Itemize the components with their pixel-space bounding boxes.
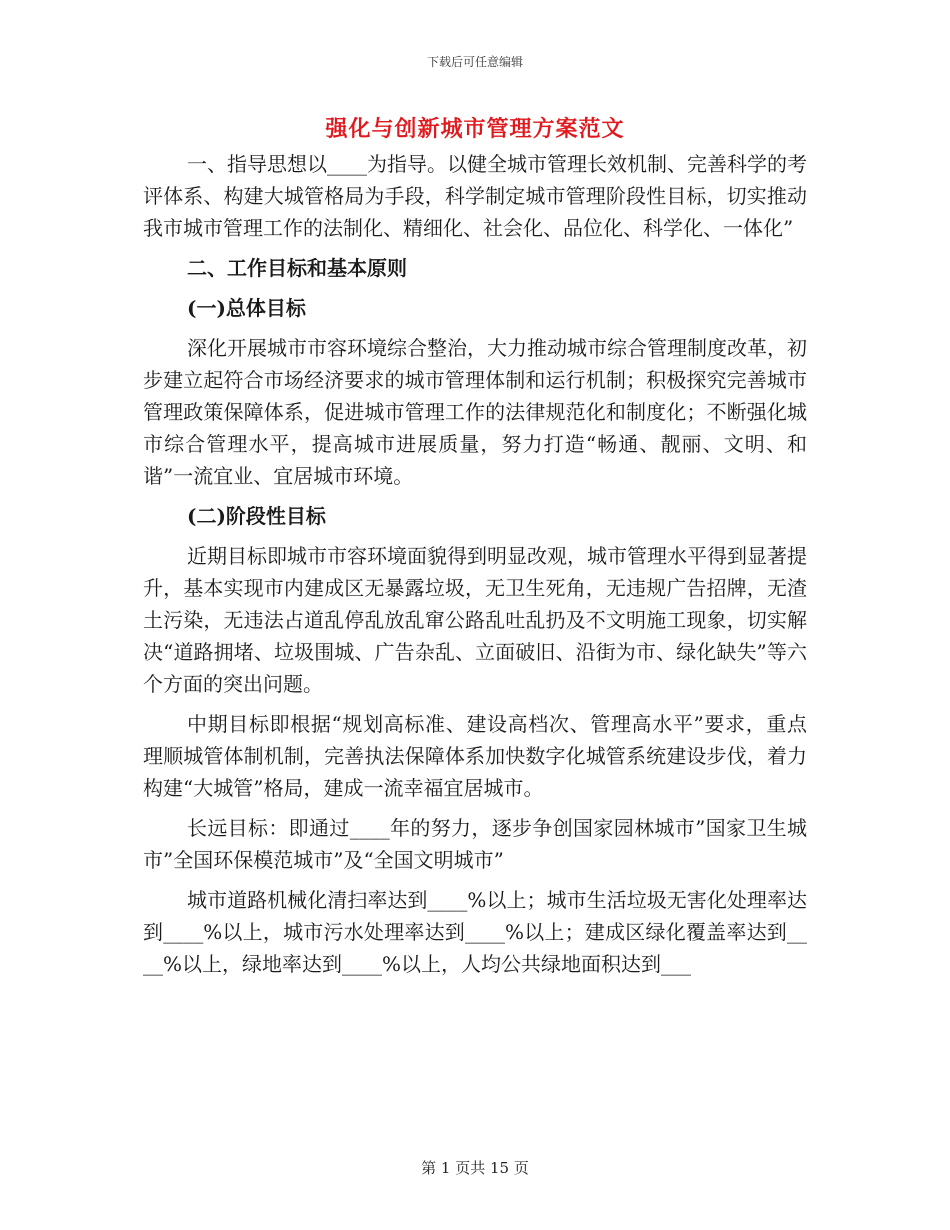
document-body bbox=[143, 148, 807, 988]
document-title: 强化与创新城市管理方案范文 bbox=[325, 116, 625, 142]
paragraph-long-term-goal: 长远目标：即通过____年的努力，逐步争创国家园林城市”国家卫生城市”全国环保模范城市”及“全国文明城市” bbox=[143, 816, 807, 872]
heading-overall-goal: (一)总体目标 bbox=[187, 296, 306, 320]
page-number: 第 1 页共 15 页 bbox=[421, 1159, 529, 1177]
paragraph-near-term-goal: 近期目标即城市市容环境面貌得到明显改观，城市管理水平得到显著提升，基本实现市内建成区无暴露垃圾，无卫生死角，无违规广告招牌，无渣土污染，无违法占道乱停乱放乱窜公路乱吐乱扔及不文明施工现象，切实解决“道路拥堵、垃圾围城、广告杂乱、立面破旧、沿街为市、绿化缺失”等六个方面的突出问题。 bbox=[143, 544, 807, 696]
paragraph-targets: 城市道路机械化清扫率达到____%以上；城市生活垃圾无害化处理率达到____%以上，城市污水处理率达到____%以上；建成区绿化覆盖率达到____%以上，绿地率达到____%以上，人均公共绿地面积达到___ bbox=[143, 888, 807, 976]
paragraph-guiding-ideology: 一、指导思想以____为指导。以健全城市管理长效机制、完善科学的考评体系、构建大城管格局为手段，科学制定城市管理阶段性目标，切实推动我市城市管理工作的法制化、精细化、社会化、品位化、科学化、一体化” bbox=[143, 152, 807, 240]
heading-work-goals: 二、工作目标和基本原则 bbox=[187, 256, 407, 280]
paragraph-overall-goal: 深化开展城市市容环境综合整治，大力推动城市综合管理制度改革，初步建立起符合市场经济要求的城市管理体制和运行机制；积极探究完善城市管理政策保障体系，促进城市管理工作的法律规范化和制度化；不断强化城市综合管理水平，提高城市进展质量，努力打造“畅通、靓丽、文明、和谐”一流宜业、宜居城市环境。 bbox=[143, 336, 807, 488]
paragraph-mid-term-goal: 中期目标即根据“规划高标准、建设高档次、管理高水平”要求，重点理顺城管体制机制，完善执法保障体系加快数字化城管系统建设步伐，着力构建“大城管”格局，建成一流幸福宜居城市。 bbox=[143, 712, 807, 800]
heading-phase-goals: (二)阶段性目标 bbox=[187, 504, 326, 528]
header-note: 下载后可任意编辑 bbox=[426, 55, 523, 69]
